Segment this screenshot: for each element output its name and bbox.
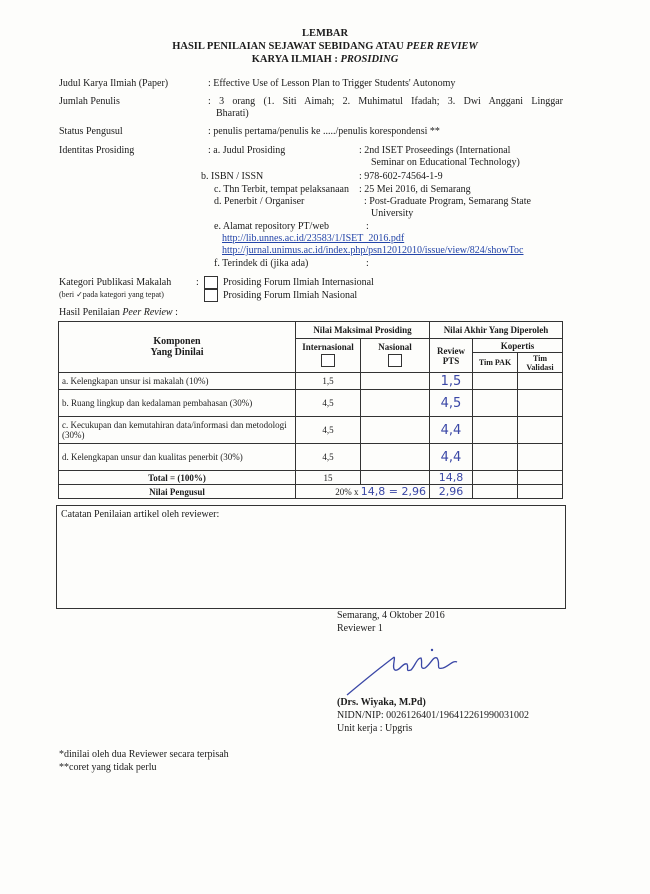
row-review: 1,5 xyxy=(430,373,473,390)
row-empty xyxy=(473,485,518,499)
row-label: c. Kecukupan dan kemutahiran data/informasi dan metodologi (30%) xyxy=(59,417,296,444)
hasil-part: : xyxy=(172,307,178,318)
penerbit-value: : Post-Graduate Program, Semarang State xyxy=(364,196,531,207)
catatan-label: Catatan Penilaian artikel oleh reviewer: xyxy=(61,509,220,520)
formula-handwriting: 14,8 = 2,96 xyxy=(360,485,426,498)
sign-unit: Unit kerja : Upgris xyxy=(337,723,413,734)
sign-name: (Drs. Wiyaka, M.Pd) xyxy=(337,697,426,708)
judul-prosiding-label: : a. Judul Prosiding xyxy=(208,145,286,156)
header-nasional xyxy=(361,339,430,373)
header-nilai-akhir: Nilai Akhir Yang Diperoleh xyxy=(430,322,563,339)
row-empty xyxy=(518,471,563,485)
judul-label: Judul Karya Ilmiah (Paper) xyxy=(59,78,169,89)
row-review: 4,5 xyxy=(430,390,473,417)
table-row xyxy=(59,390,563,417)
score-table xyxy=(58,321,563,499)
title-hasil-penilaian xyxy=(0,41,650,52)
row-empty xyxy=(518,390,563,417)
row-empty xyxy=(361,390,430,417)
title-part: HASIL PENILAIAN SEJAWAT SEBIDANG ATAU xyxy=(172,41,407,52)
header-komponen xyxy=(59,322,296,373)
title-part: KARYA ILMIAH : xyxy=(251,54,341,65)
row-empty xyxy=(361,444,430,471)
kategori-nasional-label: Prosiding Forum Ilmiah Nasional xyxy=(223,290,358,301)
tahun-terbit-label: c. Thn Terbit, tempat pelaksanaan xyxy=(214,184,349,195)
pengusul-row xyxy=(59,485,563,499)
row-empty xyxy=(361,373,430,390)
terindek-colon: : xyxy=(366,258,369,269)
isbn-value: : 978-602-74564-1-9 xyxy=(359,171,443,182)
nasional-checkbox[interactable] xyxy=(388,354,402,367)
row-max: 1,5 xyxy=(296,373,361,390)
row-label: d. Kelengkapan unsur dan kualitas penerbit (30%) xyxy=(59,444,296,471)
row-empty xyxy=(518,444,563,471)
header-tim-pak: Tim PAK xyxy=(473,353,518,373)
title-part-italic: PROSIDING xyxy=(340,54,399,65)
status-pengusul-label: Status Pengusul xyxy=(59,126,123,137)
kategori-nasional-checkbox[interactable] xyxy=(204,289,218,302)
pengusul-review: 2,96 xyxy=(430,485,473,499)
footnote-2: **coret yang tidak perlu xyxy=(59,762,157,773)
header-review-pts xyxy=(430,339,473,373)
header-internasional xyxy=(296,339,361,373)
internasional-checkbox[interactable] xyxy=(321,354,335,367)
pengusul-formula xyxy=(296,485,430,499)
header-kopertis: Kopertis xyxy=(473,339,563,353)
judul-prosiding-value-2: Seminar on Educational Technology) xyxy=(371,157,520,168)
row-empty xyxy=(473,390,518,417)
row-empty xyxy=(361,417,430,444)
kategori-colon: : xyxy=(196,277,199,288)
title-part-italic: PEER REVIEW xyxy=(406,41,478,52)
title-karya-ilmiah xyxy=(0,54,650,65)
formula-text: 20% x xyxy=(335,487,359,497)
row-label: a. Kelengkapan unsur isi makalah (10%) xyxy=(59,373,296,390)
kategori-label: Kategori Publikasi Makalah xyxy=(59,277,172,288)
header-text: Internasional xyxy=(302,342,354,352)
header-text: Validasi xyxy=(526,362,554,372)
terindek-label: f. Terindek di (jika ada) xyxy=(214,258,309,269)
row-empty xyxy=(473,373,518,390)
header-text: PTS xyxy=(442,355,460,366)
row-empty xyxy=(518,485,563,499)
total-row xyxy=(59,471,563,485)
row-empty xyxy=(518,373,563,390)
tahun-terbit-value: : 25 Mei 2016, di Semarang xyxy=(359,184,471,195)
total-label: Total = (100%) xyxy=(59,471,296,485)
penerbit-value-2: University xyxy=(371,208,414,219)
repository-link-2[interactable]: http://jurnal.unimus.ac.id/index.php/psn12012010/issue/view/824/showToc xyxy=(222,245,524,256)
hasil-part-italic: Peer Review xyxy=(122,307,173,318)
signature-icon xyxy=(345,640,465,698)
title-lembar: LEMBAR xyxy=(301,28,349,39)
row-max: 4,5 xyxy=(296,444,361,471)
header-text: Yang Dinilai xyxy=(150,347,204,358)
kategori-internasional-checkbox[interactable] xyxy=(204,276,218,289)
table-row xyxy=(59,417,563,444)
judul-value: : Effective Use of Lesson Plan to Trigger Students' Autonomy xyxy=(208,78,456,89)
hasil-penilaian-label xyxy=(59,307,178,318)
row-label: b. Ruang lingkup dan kedalaman pembahasan (30%) xyxy=(59,390,296,417)
identitas-prosiding-label: Identitas Prosiding xyxy=(59,145,135,156)
row-empty xyxy=(518,417,563,444)
header-nilai-maksimal: Nilai Maksimal Prosiding xyxy=(296,322,430,339)
row-review: 4,4 xyxy=(430,444,473,471)
kategori-internasional-label: Prosiding Forum Ilmiah Internasional xyxy=(223,277,374,288)
repository-label: e. Alamat repository PT/web xyxy=(214,221,329,232)
total-max: 15 xyxy=(296,471,361,485)
repository-link-1[interactable]: http://lib.unnes.ac.id/23583/1/ISET_2016.pdf xyxy=(222,233,405,244)
header-text: Nasional xyxy=(378,342,412,352)
jumlah-penulis-label: Jumlah Penulis xyxy=(59,96,120,107)
sign-reviewer: Reviewer 1 xyxy=(337,623,383,634)
row-max: 4,5 xyxy=(296,417,361,444)
table-row xyxy=(59,444,563,471)
penerbit-label: d. Penerbit / Organiser xyxy=(214,196,305,207)
sign-nidn: NIDN/NIP: 0026126401/196412261990031002 xyxy=(337,710,529,721)
total-review: 14,8 xyxy=(430,471,473,485)
header-text: Tim xyxy=(532,353,548,363)
pengusul-label: Nilai Pengusul xyxy=(59,485,296,499)
row-empty xyxy=(473,444,518,471)
header-text: Review xyxy=(437,345,465,356)
hasil-part: Hasil Penilaian xyxy=(59,307,123,318)
table-row xyxy=(59,373,563,390)
jumlah-penulis-value: : 3 orang (1. Siti Aimah; 2. Muhimatul Ifadah; 3. Dwi Anggani Linggar xyxy=(208,96,563,107)
kategori-note: (beri ✓pada kategori yang tepat) xyxy=(59,290,164,299)
header-text: Komponen xyxy=(153,336,201,347)
row-empty xyxy=(361,471,430,485)
header-tim-validasi xyxy=(518,353,563,373)
row-max: 4,5 xyxy=(296,390,361,417)
repository-colon: : xyxy=(366,221,369,232)
status-pengusul-value: : penulis pertama/penulis ke ...../penulis korespondensi ** xyxy=(208,126,440,137)
row-empty xyxy=(473,471,518,485)
footnote-1: *dinilai oleh dua Reviewer secara terpisah xyxy=(59,749,229,760)
sign-place-date: Semarang, 4 Oktober 2016 xyxy=(337,610,445,621)
isbn-label: b. ISBN / ISSN xyxy=(201,171,264,182)
jumlah-penulis-value-2: Bharati) xyxy=(216,108,249,119)
row-empty xyxy=(473,417,518,444)
row-review: 4,4 xyxy=(430,417,473,444)
judul-prosiding-value: : 2nd ISET Proseedings (International xyxy=(359,145,511,156)
catatan-box[interactable] xyxy=(56,505,566,609)
